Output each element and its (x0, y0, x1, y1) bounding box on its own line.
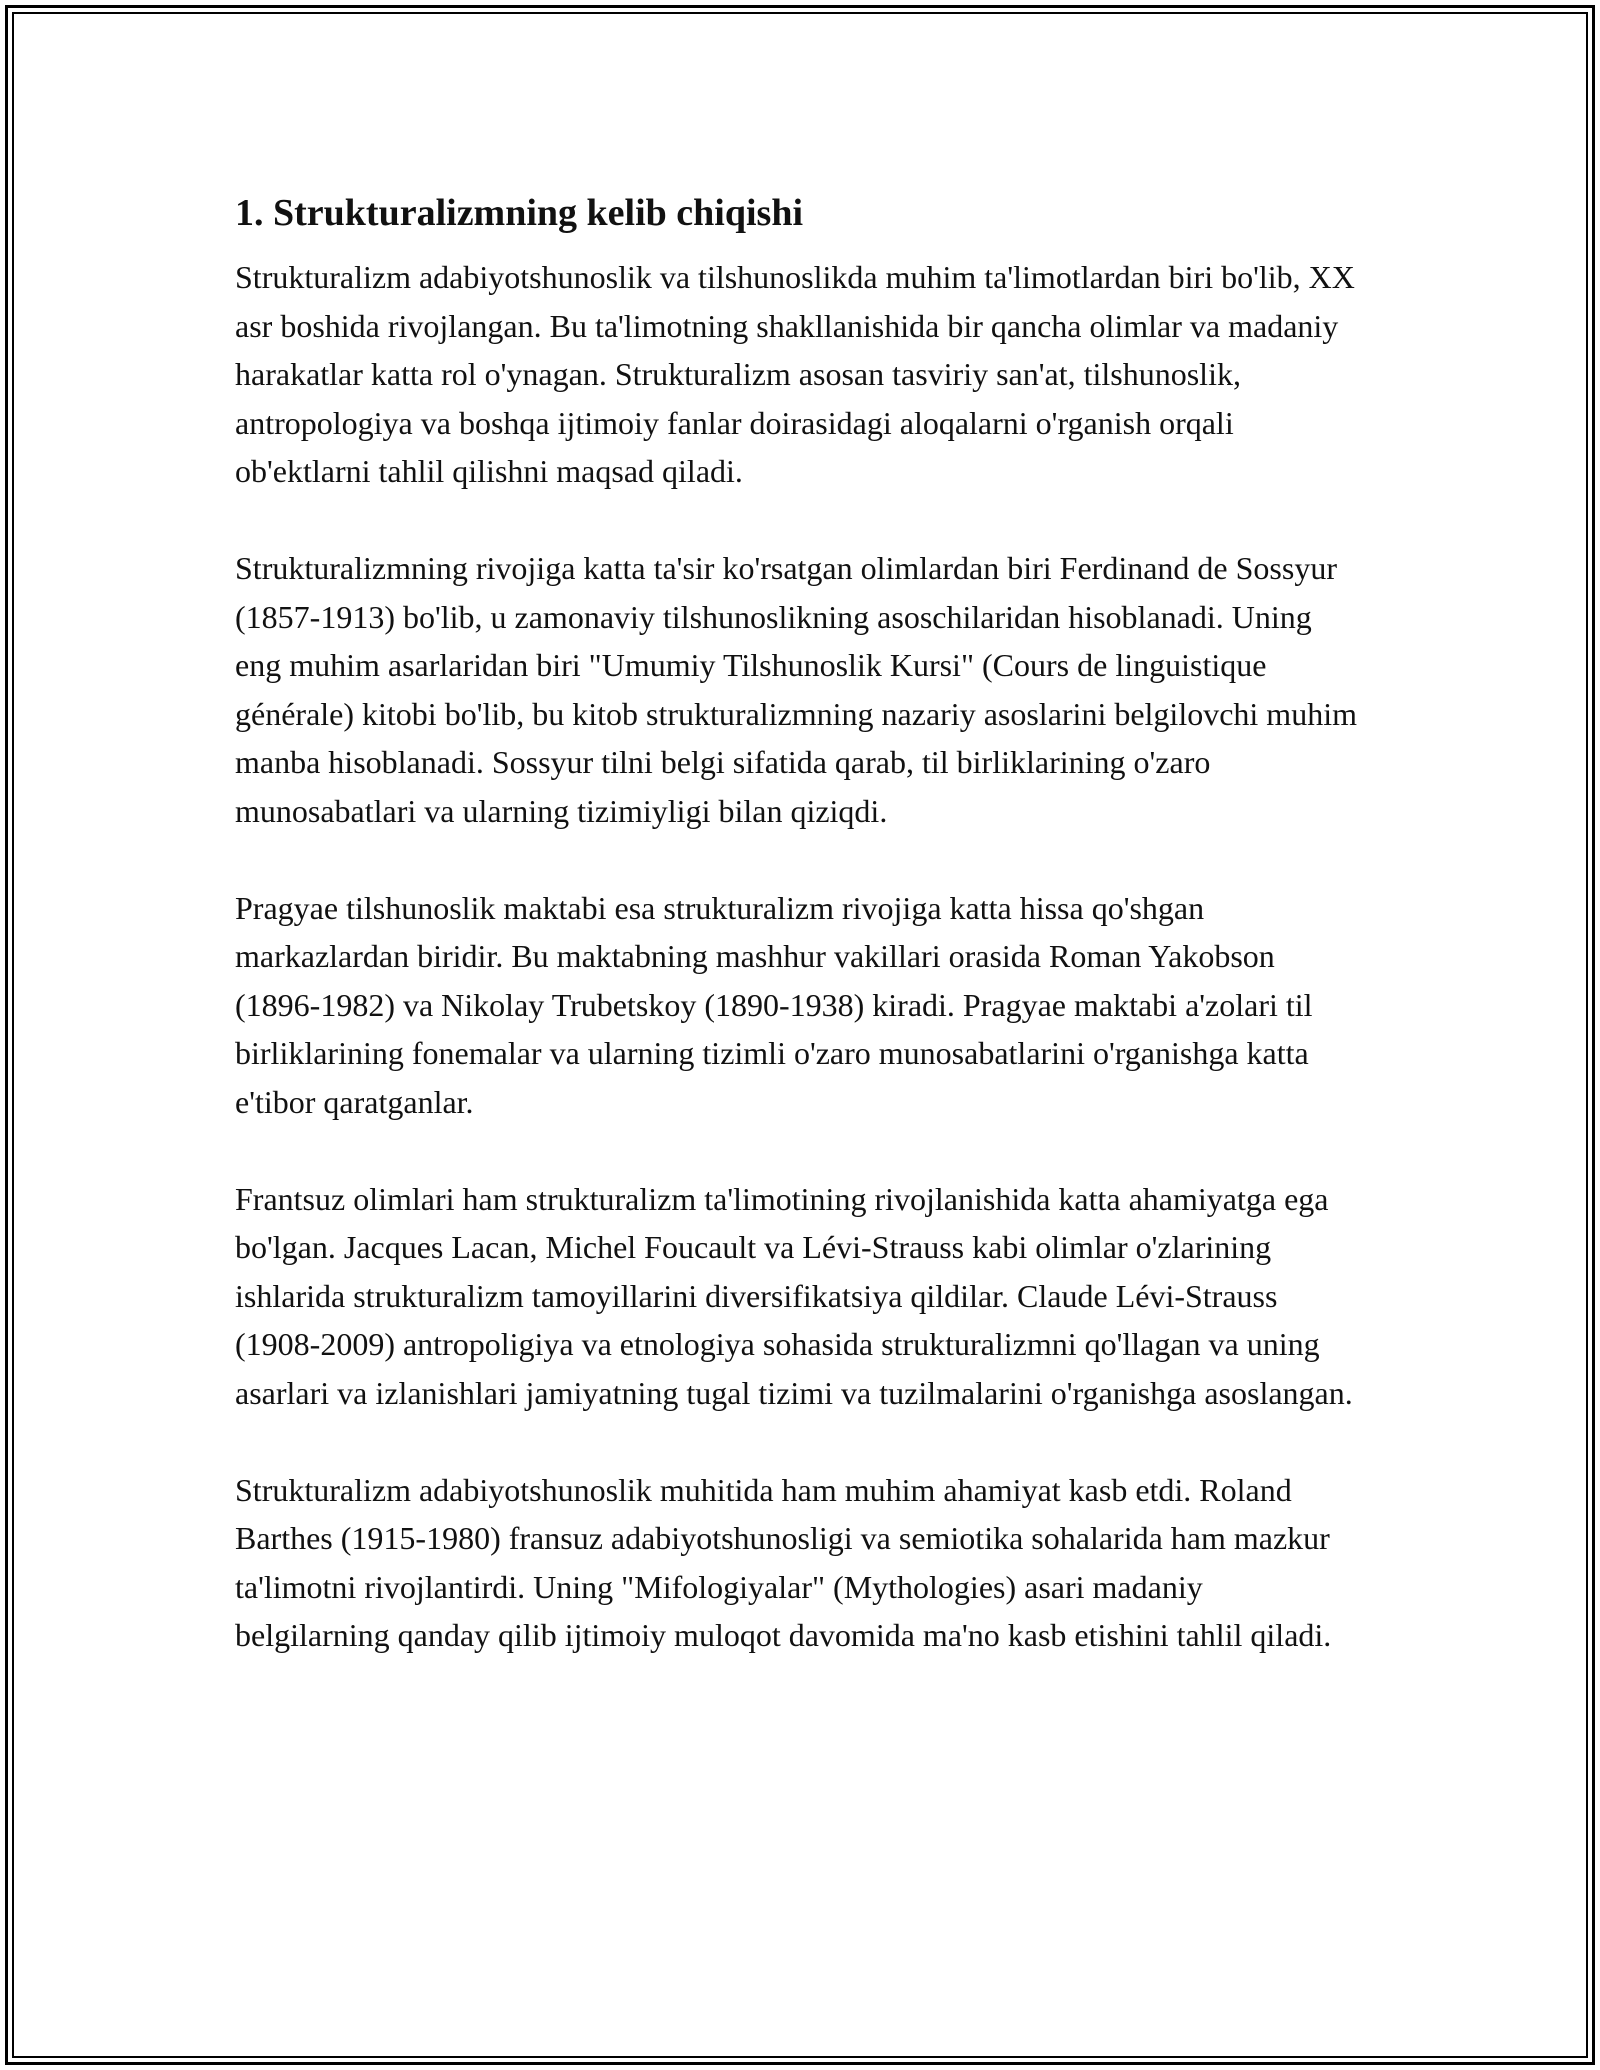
document-body (235, 185, 1365, 1708)
paragraph-saussure: Strukturalizmning rivojiga katta ta'sir ko'rsatgan olimlardan biri Ferdinand de Sossyur (1857-1913) bo'lib, u zamonaviy tilshunoslikning asoschilaridan hisoblanadi. Uning eng muhim asarlaridan biri "Umumiy Tilshunoslik Kursi" (Cours de linguistique générale) kitobi bo'lib, bu kitob strukturalizmning nazariy asoslarini belgilovchi muhim manba hisoblanadi. Sossyur tilni belgi sifatida qarab, til birliklarining o'zaro munosabatlari va ularning tizimiyligi bilan qiziqdi. (235, 550, 1357, 829)
paragraph-barthes: Strukturalizm adabiyotshunoslik muhitida ham muhim ahamiyat kasb etdi. Roland Barthes (1915-1980) fransuz adabiyotshunosligi va semiotika sohalarida ham mazkur ta'limotni rivojlantirdi. Uning "Mifologiyalar" (Mythologies) asari madaniy belgilarning qanday qilib ijtimoiy muloqot davomida ma'no kasb etishini tahlil qiladi. (235, 1471, 1332, 1653)
page-title: 1. Strukturalizmning kelib chiqishi (235, 192, 804, 234)
paragraph-french-scholars: Frantsuz olimlari ham strukturalizm ta'limotining rivojlanishida katta ahamiyatga ega bo'lgan. Jacques Lacan, Michel Foucault va Lévi-Strauss kabi olimlar o'zlarining ishlarida strukturalizm tamoyillarini diversifikatsiya qildilar. Claude Lévi-Strauss (1908-2009) antropoligiya va etnologiya sohasida strukturalizmni qo'llagan va uning asarlari va izlanishlari jamiyatning tugal tizimi va tuzilmalarini o'rganishga asoslangan. (235, 1180, 1353, 1411)
paragraph-origin: Strukturalizm adabiyotshunoslik va tilshunoslikda muhim ta'limotlardan biri bo'lib, XX asr boshida rivojlangan. Bu ta'limotning shakllanishida bir qancha olimlar va madaniy harakatlar katta rol o'ynagan. Strukturalizm asosan tasviriy san'at, tilshunoslik, antropologiya va boshqa ijtimoiy fanlar doirasidagi aloqalarni o'rganish orqali ob'ektlarni tahlil qilishni maqsad qiladi. (235, 259, 1355, 489)
paragraph-prague-school: Pragyae tilshunoslik maktabi esa strukturalizm rivojiga katta hissa qo'shgan markazlardan biridir. Bu maktabning mashhur vakillari orasida Roman Yakobson (1896-1982) va Nikolay Trubetskoy (1890-1938) kiradi. Pragyae maktabi a'zolari til birliklarining fonemalar va ularning tizimli o'zaro munosabatlarini o'rganishga katta e'tibor qaratganlar. (235, 889, 1313, 1120)
